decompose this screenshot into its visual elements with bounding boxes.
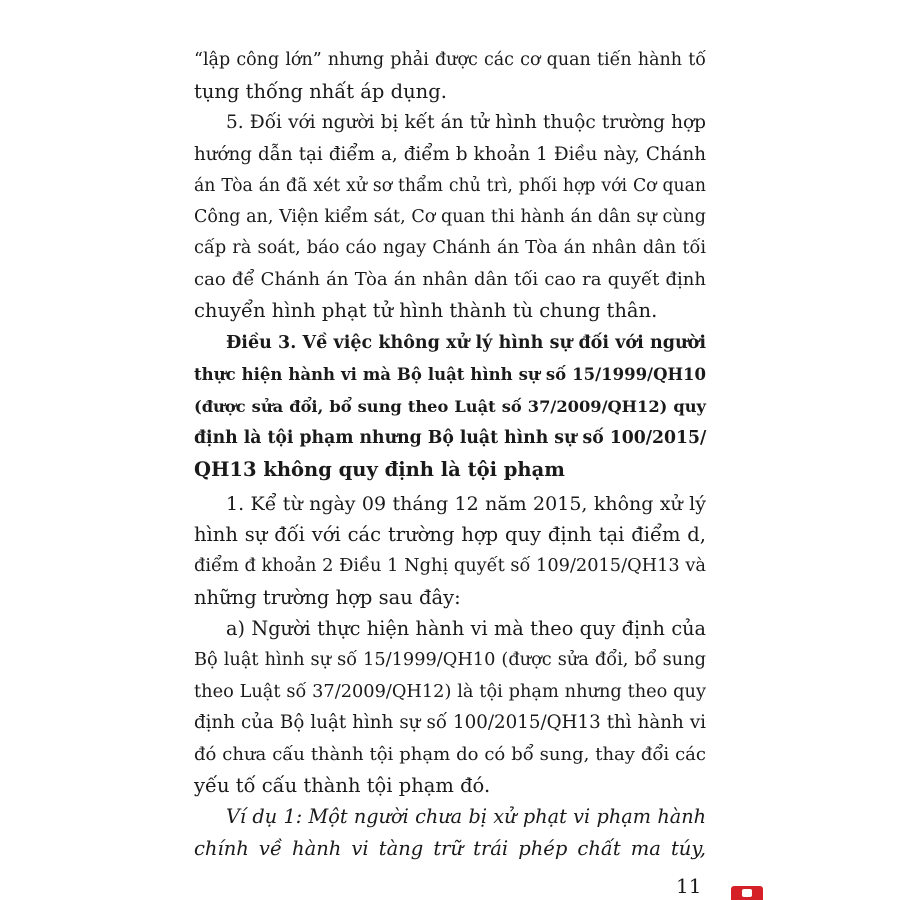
text-line: định của Bộ luật hình sự số 100/2015/QH13 thì hành vi <box>194 712 706 733</box>
text-line: hình sự đối với các trường hợp quy định tại điểm d, <box>194 523 706 546</box>
text-line: án Tòa án đã xét xử sơ thẩm chủ trì, phối hợp với Cơ quan <box>194 176 706 196</box>
publisher-logo-icon <box>731 886 763 900</box>
page-number: 11 <box>676 874 702 898</box>
text-line: theo Luật số 37/2009/QH12) là tội phạm nhưng theo quy <box>194 682 706 702</box>
text-line: Ví dụ 1: Một người chưa bị xử phạt vi phạm hành <box>226 805 706 828</box>
heading-line: QH13 không quy định là tội phạm <box>194 458 565 481</box>
text-line: hướng dẫn tại điểm a, điểm b khoản 1 Điều này, Chánh <box>194 144 706 165</box>
text-line: đó chưa cấu thành tội phạm do có bổ sung, thay đổi các <box>194 744 706 765</box>
text-line: cấp rà soát, báo cáo ngay Chánh án Tòa án nhân dân tối <box>194 238 706 258</box>
text-line: điểm đ khoản 2 Điều 1 Nghị quyết số 109/2015/QH13 và <box>194 556 706 576</box>
text-line: cao để Chánh án Tòa án nhân dân tối cao ra quyết định <box>194 269 706 290</box>
heading-line: thực hiện hành vi mà Bộ luật hình sự số 15/1999/QH10 <box>194 365 706 384</box>
text-line: tụng thống nhất áp dụng. <box>194 80 447 103</box>
text-line: a) Người thực hiện hành vi mà theo quy định của <box>226 617 706 640</box>
text-line: 1. Kể từ ngày 09 tháng 12 năm 2015, không xử lý <box>226 493 706 515</box>
text-line: “lập công lớn” nhưng phải được các cơ quan tiến hành tố <box>194 50 706 70</box>
text-line: Công an, Viện kiểm sát, Cơ quan thi hành án dân sự cùng <box>194 207 706 227</box>
heading-line: định là tội phạm nhưng Bộ luật hình sự số 100/2015/ <box>194 428 707 448</box>
heading-line: Điều 3. Về việc không xử lý hình sự đối với người <box>226 333 706 353</box>
text-line: những trường hợp sau đây: <box>194 586 461 609</box>
text-line: Bộ luật hình sự số 15/1999/QH10 (được sửa đổi, bổ sung <box>194 650 706 670</box>
heading-line: (được sửa đổi, bổ sung theo Luật số 37/2009/QH12) quy <box>194 397 706 416</box>
text-line: chính về hành vi tàng trữ trái phép chất ma túy, <box>194 837 706 860</box>
text-line: chuyển hình phạt tử hình thành tù chung thân. <box>194 299 658 322</box>
text-line: 5. Đối với người bị kết án tử hình thuộc trường hợp <box>226 112 706 133</box>
text-line: yếu tố cấu thành tội phạm đó. <box>194 774 491 797</box>
